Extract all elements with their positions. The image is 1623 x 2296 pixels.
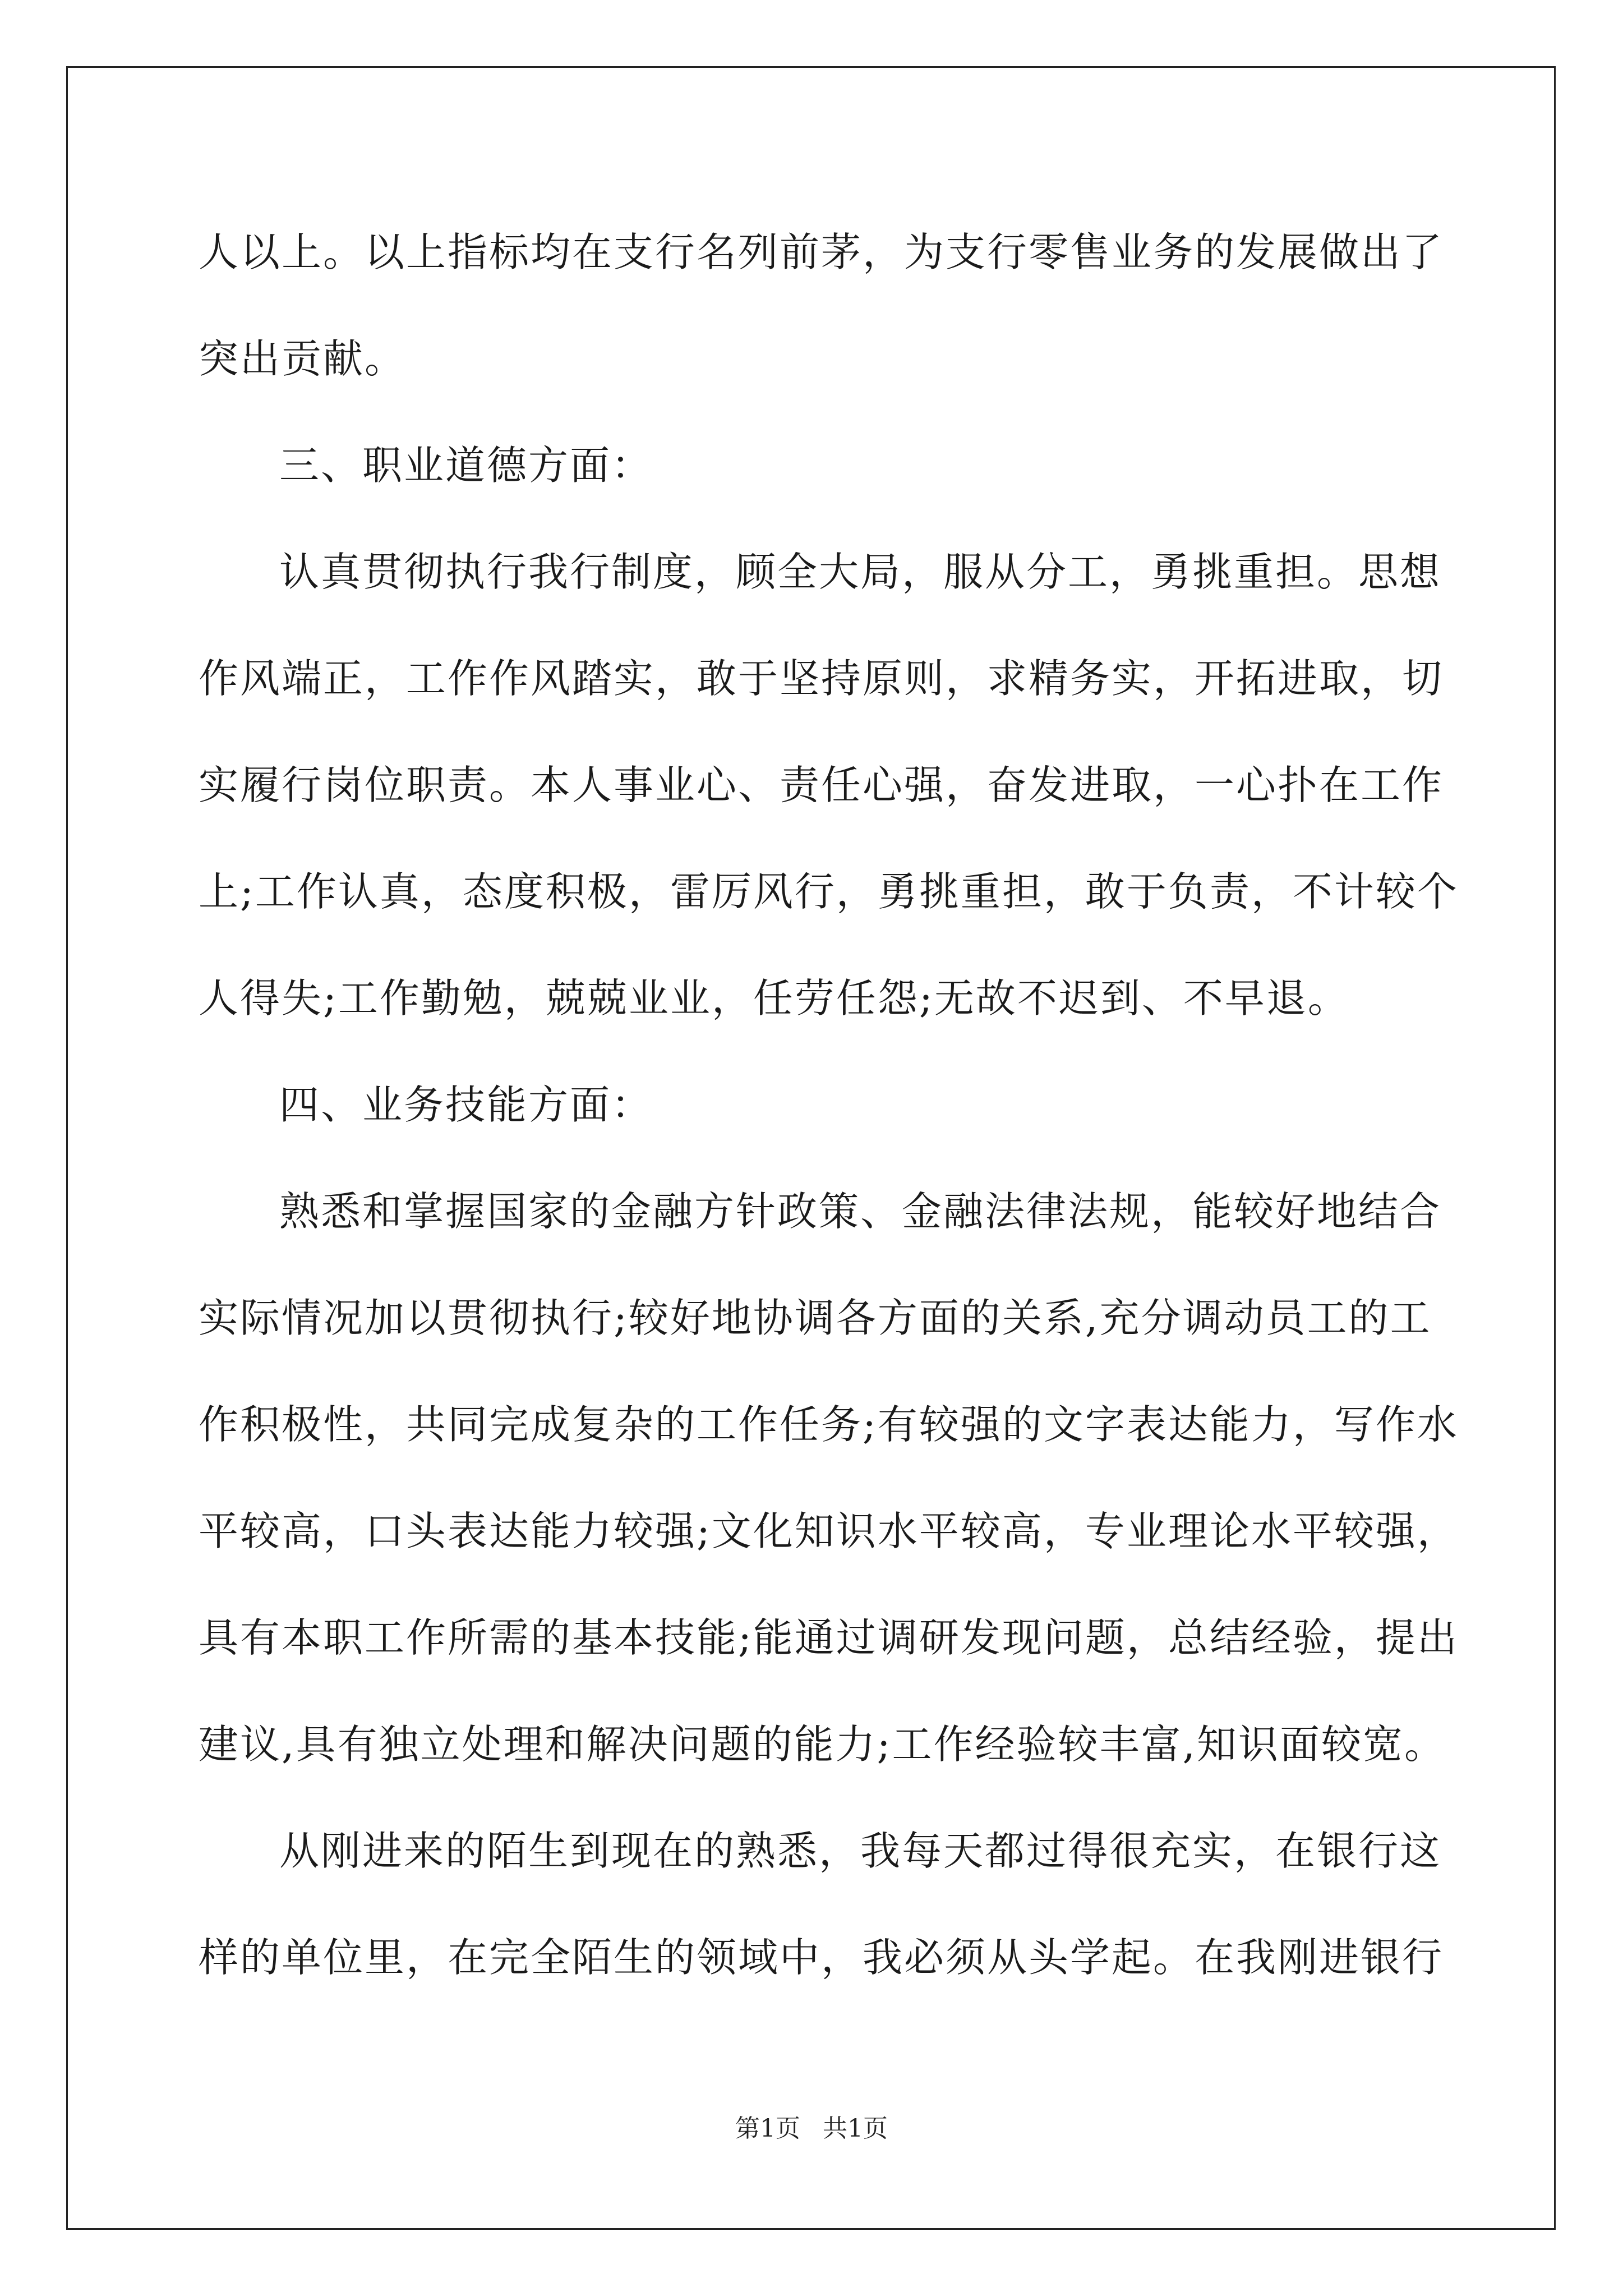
text-line: 熟悉和掌握国家的金融方针政策、金融法律法规，能较好地结合 [279,1188,1442,1235]
text-line: 上;工作认真，态度积极，雷厉风行，勇挑重担，敢于负责，不计较个 [199,868,1459,915]
text-line: 人以上。以上指标均在支行名列前茅，为支行零售业务的发展做出了 [199,229,1444,275]
document-body [199,199,1472,2011]
text-line: 突出贡献。 [199,335,407,382]
page-total: 共1页 [823,2114,888,2143]
text-line: 样的单位里，在完全陌生的领域中，我必须从头学起。在我刚进银行 [199,1934,1444,1981]
text-line: 建议,具有独立处理和解决问题的能力;工作经验较丰富,知识面较宽。 [199,1721,1446,1768]
text-line: 认真贯彻执行我行制度，顾全大局，服从分工，勇挑重担。思想 [279,549,1442,595]
text-line: 实履行岗位职责。本人事业心、责任心强，奋发进取，一心扑在工作 [199,762,1444,808]
text-line: 平较高，口头表达能力较强;文化知识水平较高，专业理论水平较强， [199,1508,1459,1554]
text-line: 实际情况加以贯彻执行;较好地协调各方面的关系,充分调动员工的工 [199,1295,1432,1341]
page-number: 第1页 [735,2114,800,2143]
text-line: 作积极性，共同完成复杂的工作任务;有较强的文字表达能力，写作水 [199,1401,1459,1448]
text-line: 人得失;工作勤勉，兢兢业业，任劳任怨;无故不迟到、不早退。 [199,975,1349,1022]
text-line: 具有本职工作所需的基本技能;能通过调研发现问题，总结经验，提出 [199,1614,1459,1661]
page-footer [0,2112,1623,2146]
section-heading: 三、职业道德方面： [279,442,653,489]
text-line: 从刚进来的陌生到现在的熟悉，我每天都过得很充实，在银行这 [279,1828,1442,1874]
section-heading: 四、业务技能方面： [279,1082,653,1128]
text-line: 作风端正，工作作风踏实，敢于坚持原则，求精务实，开拓进取，切 [199,655,1444,702]
